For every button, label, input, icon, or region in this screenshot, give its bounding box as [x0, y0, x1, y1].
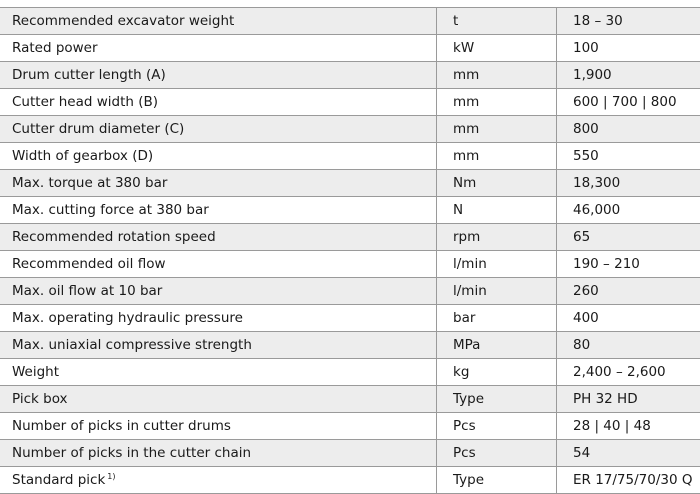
param-cell: Max. oil flow at 10 bar [0, 278, 437, 305]
value-cell: 260 [557, 278, 700, 305]
table-row [0, 332, 700, 359]
param-cell: Pick box [0, 386, 437, 413]
unit-cell: kg [437, 359, 557, 386]
table-row [0, 35, 700, 62]
value-cell: 1,900 [557, 62, 700, 89]
unit-cell: kW [437, 35, 557, 62]
param-cell: Drum cutter length (A) [0, 62, 437, 89]
unit-cell: bar [437, 305, 557, 332]
param-cell: Recommended excavator weight [0, 8, 437, 35]
param-cell: Max. torque at 380 bar [0, 170, 437, 197]
value-cell: 100 [557, 35, 700, 62]
table-row [0, 116, 700, 143]
unit-cell: Nm [437, 170, 557, 197]
value-cell: 54 [557, 440, 700, 467]
param-cell: Width of gearbox (D) [0, 143, 437, 170]
table-row [0, 386, 700, 413]
table-row [0, 170, 700, 197]
table-row [0, 143, 700, 170]
value-cell: 600 | 700 | 800 [557, 89, 700, 116]
param-cell: Cutter head width (B) [0, 89, 437, 116]
spec-table [0, 7, 700, 494]
param-cell: Number of picks in the cutter chain [0, 440, 437, 467]
value-cell: ER 17/75/70/30 Q [557, 467, 700, 494]
param-cell: Max. cutting force at 380 bar [0, 197, 437, 224]
value-cell: 18,300 [557, 170, 700, 197]
table-row [0, 251, 700, 278]
param-cell: Max. operating hydraulic pressure [0, 305, 437, 332]
unit-cell: mm [437, 143, 557, 170]
unit-cell: N [437, 197, 557, 224]
param-cell: Rated power [0, 35, 437, 62]
unit-cell: Pcs [437, 440, 557, 467]
param-cell: Recommended oil flow [0, 251, 437, 278]
unit-cell: MPa [437, 332, 557, 359]
value-cell: 800 [557, 116, 700, 143]
footnote-marker: 1) [107, 472, 115, 481]
table-row [0, 359, 700, 386]
param-cell: Max. uniaxial compressive strength [0, 332, 437, 359]
table-row [0, 440, 700, 467]
unit-cell: l/min [437, 278, 557, 305]
table-row [0, 8, 700, 35]
unit-cell: rpm [437, 224, 557, 251]
value-cell: 2,400 – 2,600 [557, 359, 700, 386]
param-cell: Recommended rotation speed [0, 224, 437, 251]
unit-cell: mm [437, 116, 557, 143]
table-row [0, 305, 700, 332]
unit-cell: Type [437, 467, 557, 494]
unit-cell: mm [437, 89, 557, 116]
unit-cell: l/min [437, 251, 557, 278]
value-cell: 28 | 40 | 48 [557, 413, 700, 440]
param-text: Standard pick [12, 472, 105, 488]
param-cell: Number of picks in cutter drums [0, 413, 437, 440]
value-cell: 65 [557, 224, 700, 251]
table-row [0, 224, 700, 251]
table-row [0, 89, 700, 116]
value-cell: 400 [557, 305, 700, 332]
value-cell: 190 – 210 [557, 251, 700, 278]
value-cell: 18 – 30 [557, 8, 700, 35]
unit-cell: Pcs [437, 413, 557, 440]
unit-cell: Type [437, 386, 557, 413]
table-row [0, 467, 700, 494]
value-cell: 80 [557, 332, 700, 359]
param-cell [0, 467, 437, 494]
table-row [0, 278, 700, 305]
value-cell: 46,000 [557, 197, 700, 224]
unit-cell: mm [437, 62, 557, 89]
value-cell: PH 32 HD [557, 386, 700, 413]
unit-cell: t [437, 8, 557, 35]
param-cell: Weight [0, 359, 437, 386]
value-cell: 550 [557, 143, 700, 170]
table-row [0, 197, 700, 224]
table-row [0, 62, 700, 89]
param-cell: Cutter drum diameter (C) [0, 116, 437, 143]
spec-table-body [0, 8, 700, 494]
table-row [0, 413, 700, 440]
